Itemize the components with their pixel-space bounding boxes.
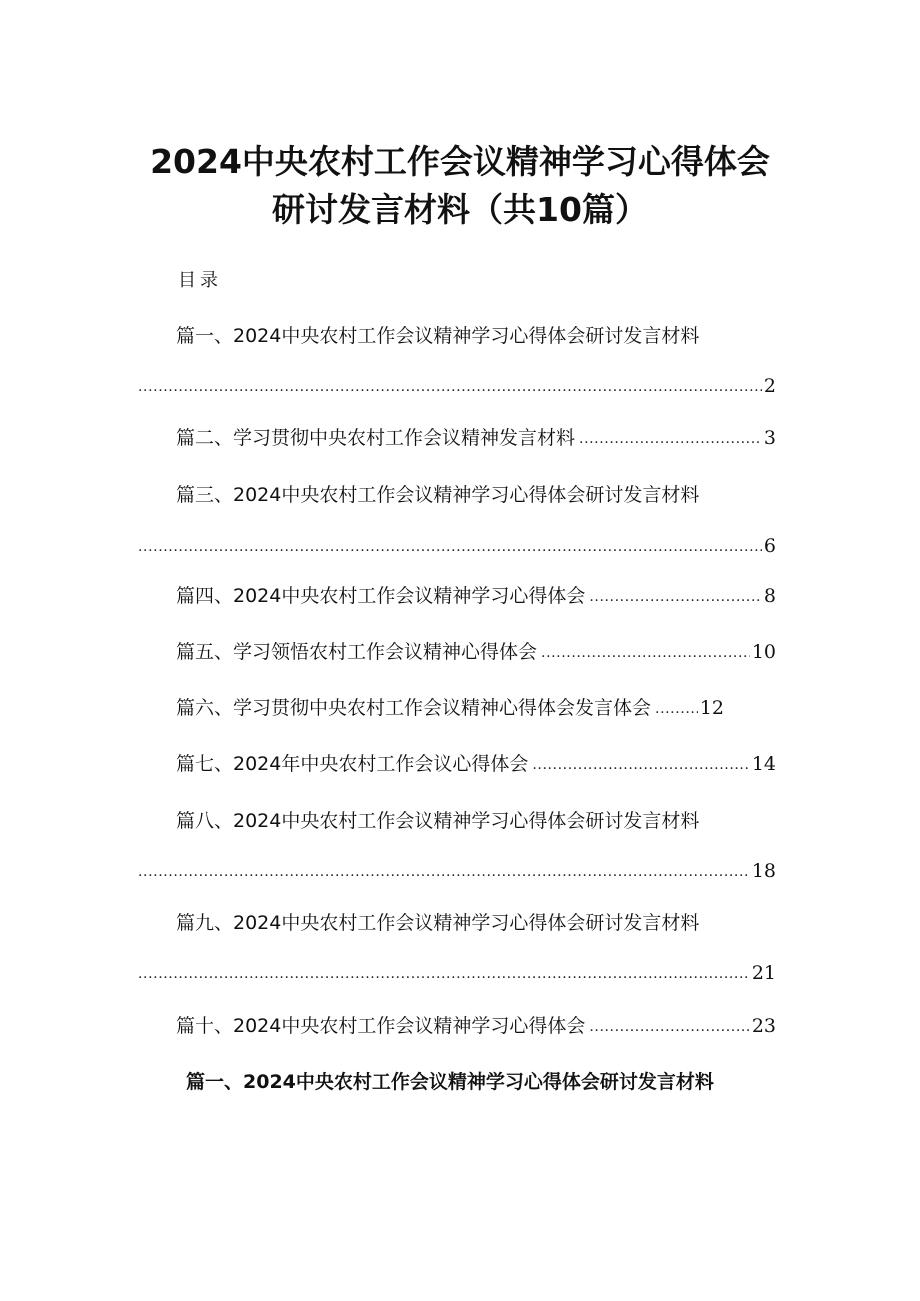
toc-page-number: 6: [763, 535, 776, 557]
toc-entry-text: 篇七、2024年中央农村工作会议心得体会: [176, 753, 529, 775]
toc-entry-5[interactable]: [176, 638, 776, 666]
toc-entry-3-leader[interactable]: [134, 532, 776, 560]
toc-page-number: 12: [699, 697, 724, 719]
toc-entry-9-leader[interactable]: [134, 959, 776, 987]
toc-entry-3-text[interactable]: [176, 481, 699, 509]
toc-page-number: 2: [763, 375, 776, 397]
dot-leader: [579, 428, 762, 450]
dot-leader: [589, 1016, 749, 1038]
toc-page-number: 23: [751, 1015, 776, 1037]
toc-entry-1-text[interactable]: [176, 322, 699, 350]
toc-entry-9-text[interactable]: [176, 909, 699, 937]
toc-entry-text: 篇八、2024中央农村工作会议精神学习心得体会研讨发言材料: [176, 810, 700, 832]
section-heading: 篇一、2024中央农村工作会议精神学习心得体会研讨发言材料: [186, 1071, 714, 1093]
toc-page-number: 18: [751, 860, 776, 882]
document-title-line1: 2024中央农村工作会议精神学习心得体会: [150, 142, 770, 181]
toc-entry-10[interactable]: [176, 1012, 776, 1040]
toc-entry-text: 篇九、2024中央农村工作会议精神学习心得体会研讨发言材料: [176, 912, 700, 934]
toc-entry-4[interactable]: [176, 582, 776, 610]
dot-leader: [532, 754, 749, 776]
toc-page-number: 3: [763, 427, 776, 449]
toc-entry-text: 篇三、2024中央农村工作会议精神学习心得体会研讨发言材料: [176, 484, 700, 506]
dot-leader: [541, 642, 750, 664]
document-title-line2: 研讨发言材料（共10篇）: [272, 190, 648, 229]
toc-entry-text: 篇二、学习贯彻中央农村工作会议精神发言材料: [176, 427, 576, 449]
toc-page-number: 14: [751, 753, 776, 775]
dot-leader: [138, 376, 762, 398]
toc-entry-8-text[interactable]: [176, 807, 699, 835]
toc-page-number: 10: [751, 641, 776, 663]
dot-leader: [138, 963, 750, 985]
toc-entry-text: 篇十、2024中央农村工作会议精神学习心得体会: [176, 1015, 586, 1037]
toc-entry-text: 篇一、2024中央农村工作会议精神学习心得体会研讨发言材料: [176, 325, 700, 347]
toc-entry-8-leader[interactable]: [134, 857, 776, 885]
dot-leader: [655, 698, 698, 720]
toc-entry-7[interactable]: [176, 750, 776, 778]
dot-leader: [589, 586, 762, 608]
toc-entry-1-leader[interactable]: [134, 372, 776, 400]
toc-label: 目录: [178, 270, 222, 291]
toc-entry-text: 篇五、学习领悟农村工作会议精神心得体会: [176, 641, 538, 663]
toc-page-number: 21: [751, 962, 776, 984]
toc-entry-6[interactable]: [176, 694, 724, 722]
toc-page-number: 8: [763, 585, 776, 607]
dot-leader: [138, 536, 762, 558]
toc-entry-2[interactable]: [176, 424, 776, 452]
dot-leader: [138, 861, 750, 883]
toc-entry-text: 篇四、2024中央农村工作会议精神学习心得体会: [176, 585, 586, 607]
toc-entry-text: 篇六、学习贯彻中央农村工作会议精神心得体会发言体会: [176, 697, 652, 719]
